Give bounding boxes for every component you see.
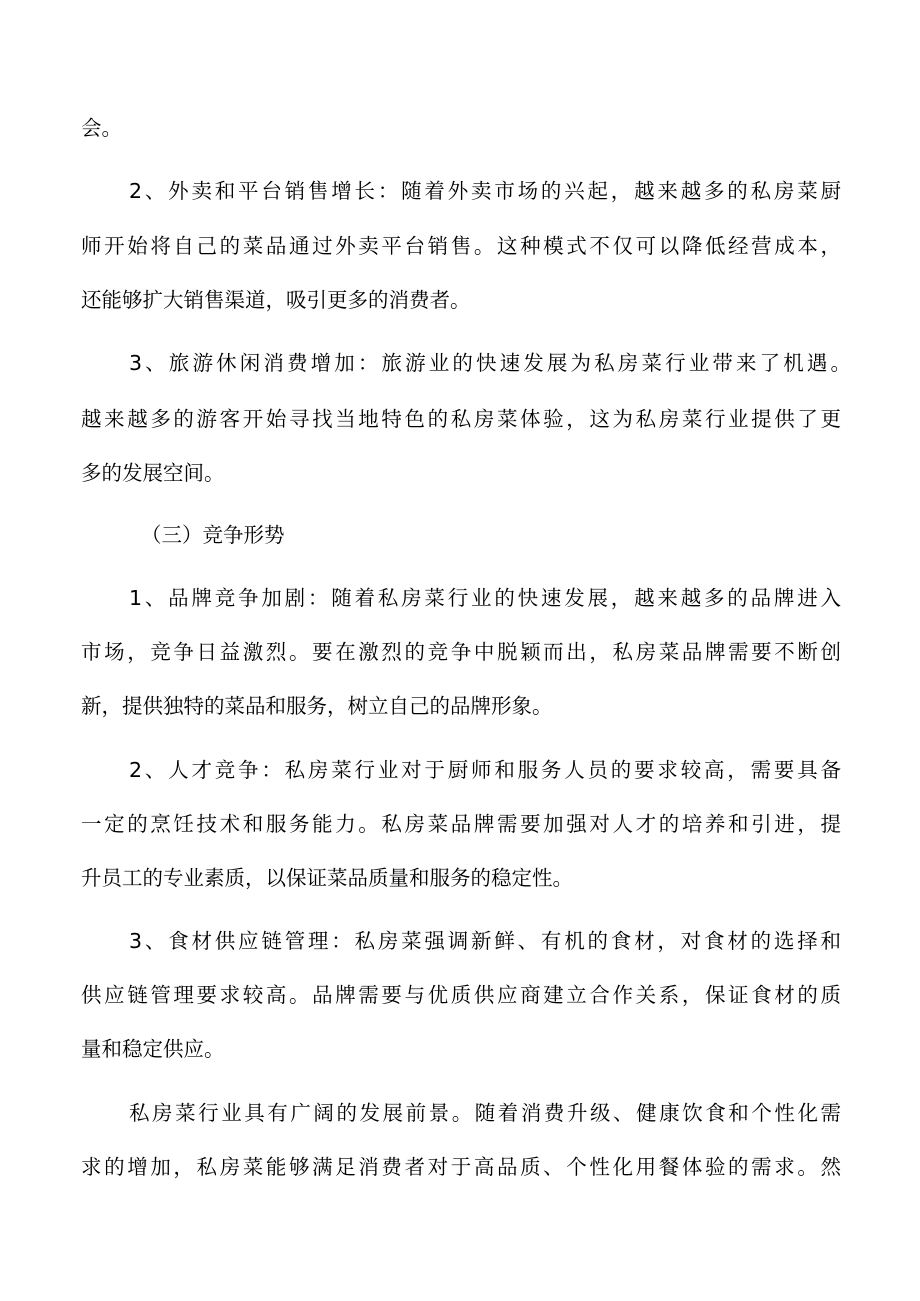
paragraph-line: 升员工的专业素质，以保证菜品质量和服务的稳定性。 bbox=[81, 866, 573, 890]
paragraph-line: 供应链管理要求较高。品牌需要与优质供应商建立合作关系，保证食材的质 bbox=[81, 983, 841, 1007]
paragraph-line: 求的增加，私房菜能够满足消费者对于高品质、个性化用餐体验的需求。然 bbox=[81, 1155, 841, 1179]
paragraph-line: 会。 bbox=[81, 116, 122, 140]
paragraph-line: 新，提供独特的菜品和服务，树立自己的品牌形象。 bbox=[81, 694, 553, 718]
paragraph-line: 越来越多的游客开始寻找当地特色的私房菜体验，这为私房菜行业提供了更 bbox=[81, 407, 841, 431]
paragraph-line: 师开始将自己的菜品通过外卖平台销售。这种模式不仅可以降低经营成本， bbox=[81, 234, 841, 258]
section-heading: （三）竞争形势 bbox=[141, 523, 285, 547]
paragraph-line: 3、食材供应链管理：私房菜强调新鲜、有机的食材，对食材的选择和 bbox=[129, 929, 841, 953]
paragraph-line: 市场，竞争日益激烈。要在激烈的竞争中脱颖而出，私房菜品牌需要不断创 bbox=[81, 640, 841, 664]
paragraph-line: 量和稳定供应。 bbox=[81, 1037, 225, 1061]
paragraph-line: 多的发展空间。 bbox=[81, 461, 225, 485]
paragraph-line: 2、外卖和平台销售增长：随着外卖市场的兴起，越来越多的私房菜厨 bbox=[129, 179, 841, 203]
paragraph-line: 3、旅游休闲消费增加：旅游业的快速发展为私房菜行业带来了机遇。 bbox=[129, 351, 851, 375]
paragraph-line: 还能够扩大销售渠道，吸引更多的消费者。 bbox=[81, 288, 471, 312]
paragraph-line: 一定的烹饪技术和服务能力。私房菜品牌需要加强对人才的培养和引进，提 bbox=[81, 812, 841, 836]
paragraph-line: 1、品牌竞争加剧：随着私房菜行业的快速发展，越来越多的品牌进入 bbox=[129, 586, 841, 610]
paragraph-line: 私房菜行业具有广阔的发展前景。随着消费升级、健康饮食和个性化需 bbox=[129, 1101, 841, 1125]
paragraph-line: 2、人才竞争：私房菜行业对于厨师和服务人员的要求较高，需要具备 bbox=[129, 758, 841, 782]
